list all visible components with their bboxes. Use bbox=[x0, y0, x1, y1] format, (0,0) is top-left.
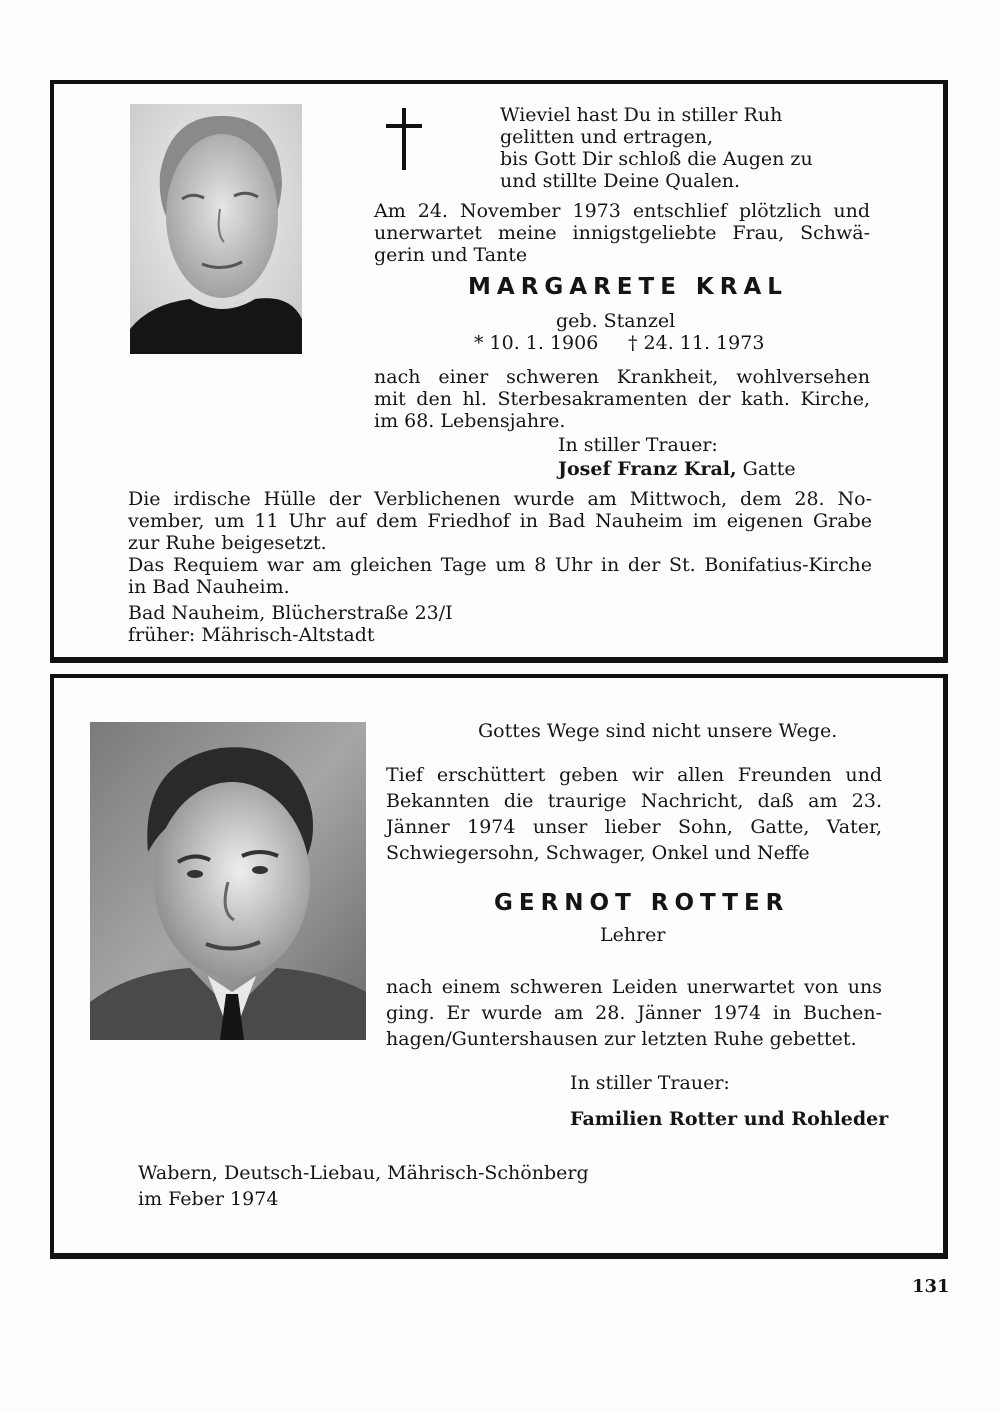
place-line: im Feber 1974 bbox=[138, 1188, 279, 1210]
deceased-name: MARGARETE KRAL bbox=[468, 274, 788, 300]
circumstances-line: hagen/Guntershausen zur letzten Ruhe gebettet. bbox=[386, 1028, 857, 1050]
portrait-photo-man bbox=[90, 722, 366, 1040]
obituary-notice-margarete-kral bbox=[50, 80, 948, 663]
verse-line: und stillte Deine Qualen. bbox=[500, 170, 741, 192]
place-and-date bbox=[138, 1160, 589, 1212]
address-line: früher: Mährisch-Altstadt bbox=[128, 624, 375, 646]
place-line: Wabern, Deutsch-Liebau, Mährisch-Schönberg bbox=[138, 1162, 589, 1184]
circumstances-line: nach einer schweren Krankheit, wohlversehen bbox=[374, 366, 870, 388]
motto: Gottes Wege sind nicht unsere Wege. bbox=[478, 720, 838, 742]
mourner-relation: Gatte bbox=[742, 458, 796, 480]
circumstances-line: im 68. Lebensjahre. bbox=[374, 410, 566, 432]
burial-line: Die irdische Hülle der Verblichenen wurde am Mittwoch, dem 28. No- bbox=[128, 488, 872, 510]
announcement-line: Schwiegersohn, Schwager, Onkel und Neffe bbox=[386, 842, 810, 864]
circumstances-line: ging. Er wurde am 28. Jänner 1974 in Buchen- bbox=[386, 1002, 882, 1024]
death-announcement bbox=[386, 762, 882, 866]
burial-line: zur Ruhe beigesetzt. bbox=[128, 532, 327, 554]
portrait-photo-woman bbox=[130, 104, 302, 354]
announcement-line: Bekannten die traurige Nachricht, daß am 23. bbox=[386, 790, 882, 812]
birth-date: * 10. 1. 1906 bbox=[474, 332, 599, 354]
verse-line: gelitten und ertragen, bbox=[500, 126, 714, 148]
death-circumstances bbox=[386, 974, 882, 1052]
address-line: Bad Nauheim, Blücherstraße 23/I bbox=[128, 602, 453, 624]
mourners: Familien Rotter und Rohleder bbox=[570, 1108, 889, 1130]
verse-line: Wieviel hast Du in stiller Ruh bbox=[500, 104, 783, 126]
cross-icon bbox=[386, 108, 422, 170]
burial-line: vember, um 11 Uhr auf dem Friedhof in Bad Nauheim im eigenen Grabe bbox=[128, 510, 872, 532]
mourning-label: In stiller Trauer: bbox=[558, 434, 718, 456]
family-address bbox=[128, 602, 453, 646]
announcement-line: unerwartet meine innigstgeliebte Frau, Schwä- bbox=[374, 222, 870, 244]
memorial-verse bbox=[500, 104, 900, 192]
mourner bbox=[558, 458, 796, 480]
occupation: Lehrer bbox=[600, 924, 666, 946]
requiem-info bbox=[128, 554, 872, 598]
death-date: † 24. 11. 1973 bbox=[628, 332, 765, 354]
circumstances-line: mit den hl. Sterbesakramenten der kath. Kirche, bbox=[374, 388, 870, 410]
mourning-label: In stiller Trauer: bbox=[570, 1072, 730, 1094]
burial-info bbox=[128, 488, 872, 554]
announcement-line: gerin und Tante bbox=[374, 244, 528, 266]
maiden-name: geb. Stanzel bbox=[556, 310, 676, 332]
deceased-name: GERNOT ROTTER bbox=[494, 890, 790, 916]
death-circumstances bbox=[374, 366, 870, 432]
requiem-line: Das Requiem war am gleichen Tage um 8 Uhr in der St. Bonifatius-Kirche bbox=[128, 554, 872, 576]
obituary-notice-gernot-rotter bbox=[50, 674, 948, 1259]
mourner-name: Josef Franz Kral, bbox=[558, 458, 737, 480]
death-announcement bbox=[374, 200, 870, 266]
verse-line: bis Gott Dir schloß die Augen zu bbox=[500, 148, 813, 170]
circumstances-line: nach einem schweren Leiden unerwartet von uns bbox=[386, 976, 882, 998]
page-number: 131 bbox=[912, 1276, 950, 1297]
announcement-line: Tief erschüttert geben wir allen Freunden und bbox=[386, 764, 882, 786]
announcement-line: Jänner 1974 unser lieber Sohn, Gatte, Vater, bbox=[386, 816, 882, 838]
requiem-line: in Bad Nauheim. bbox=[128, 576, 290, 598]
announcement-line: Am 24. November 1973 entschlief plötzlich und bbox=[374, 200, 870, 222]
